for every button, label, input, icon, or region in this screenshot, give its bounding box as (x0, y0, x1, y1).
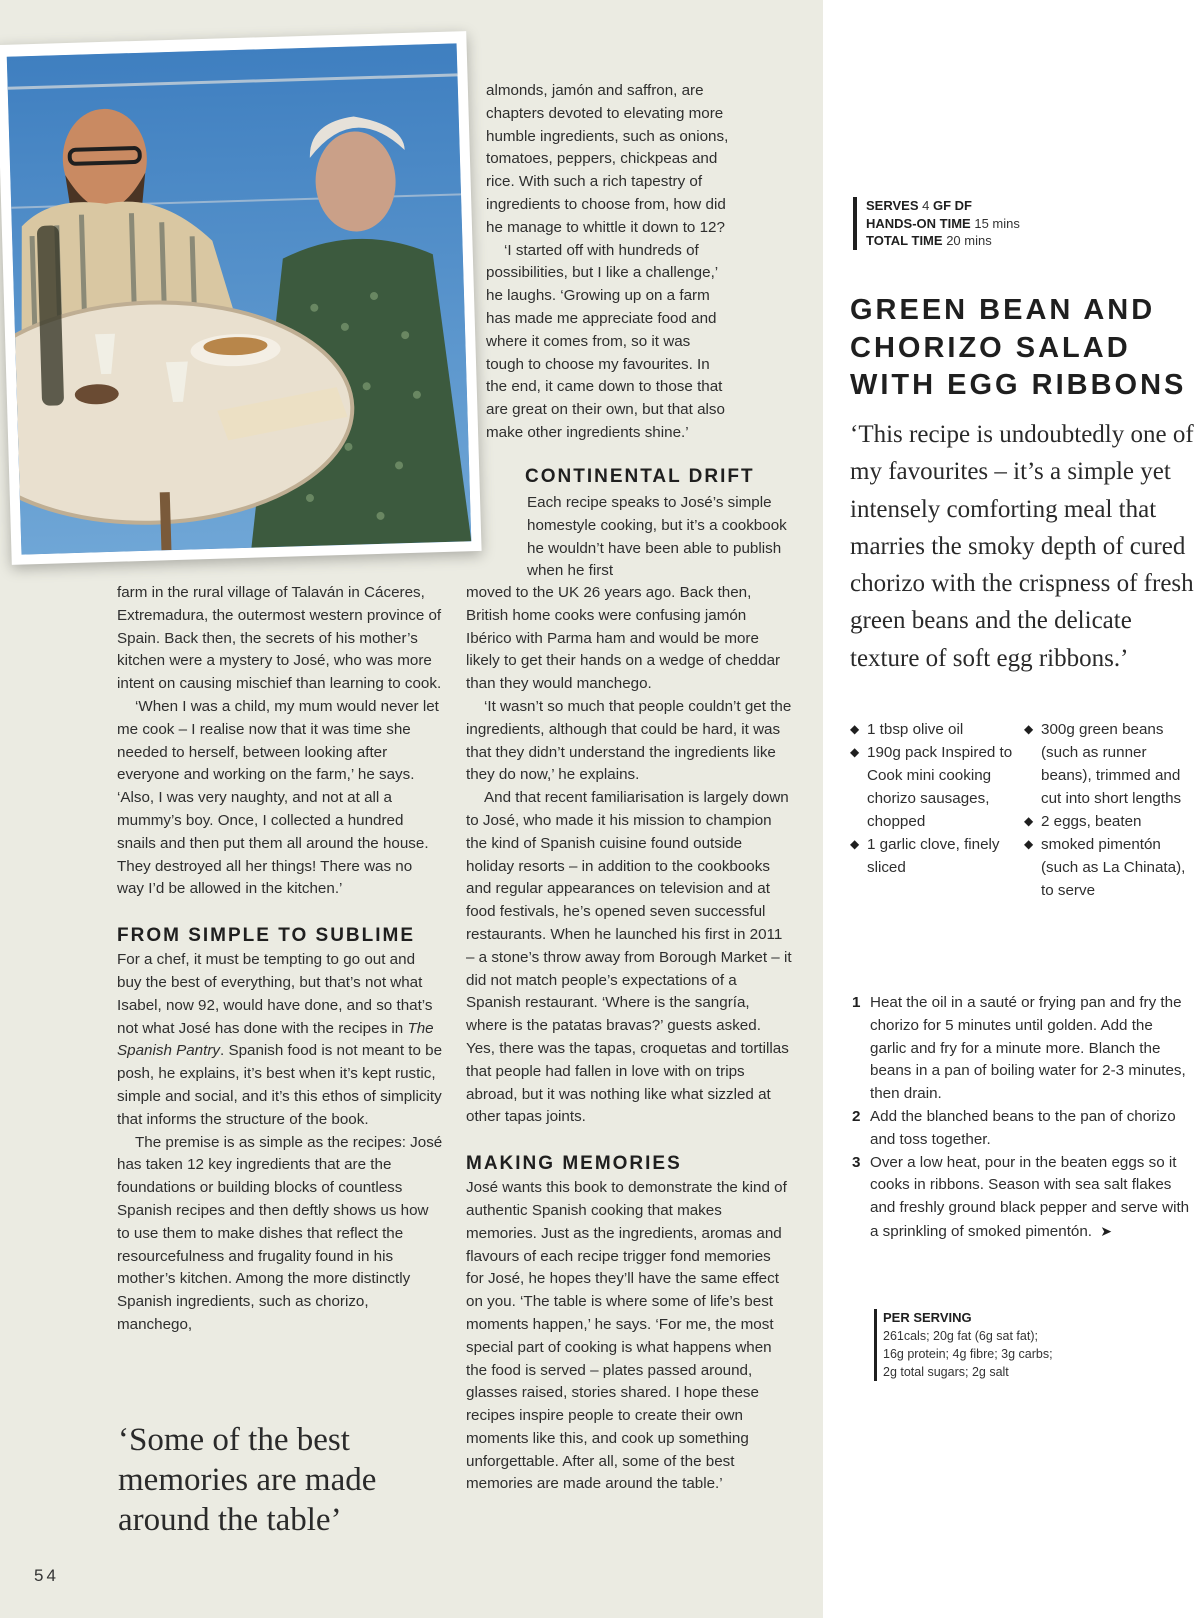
step-text: Over a low heat, pour in the beaten eggs so it cooks in ribbons. Season with sea salt flakes and freshly ground black pepper and serve with a sprinkling of smoked pimentón. (870, 1153, 1190, 1240)
nutrition-line: 261cals; 20g fat (6g sat fat); (883, 1329, 1038, 1343)
text-line: he laughs. ‘Growing up on a farm (486, 287, 710, 305)
diet-tags: GF DF (933, 198, 972, 213)
hands-on-line (866, 215, 1020, 233)
page-number: 54 (34, 1566, 59, 1585)
nutrition-line: 2g total sugars; 2g salt (883, 1365, 1009, 1379)
method-step (852, 1106, 1192, 1152)
paragraph: ‘When I was a child, my mum would never let me cook – I realise now that it was time she needed to herself, between looking after everyone and working on the farm,’ he says. ‘Also, I was very naughty, and not at all a mummy’s boy. Once, I collected a hundred snails and then put them all around the house. They destroyed all her things! There was no way I’d be allowed in the kitchen.’ (117, 697, 439, 898)
article-column-left (117, 582, 443, 1337)
paragraph: farm in the rural village of Talaván in Cáceres, Extremadura, the outermost western province of Spain. Back then, the secrets of his mother’s kitchen were a mystery to José, who was more intent on causing mischief than learning to cook. (117, 584, 442, 693)
text-line: tough to choose my favourites. In (486, 355, 710, 373)
book-title: The Spanish Pantry (117, 1019, 434, 1060)
step-text: Add the blanched beans to the pan of chorizo and toss together. (870, 1107, 1176, 1148)
step-number: 2 (852, 1107, 861, 1125)
serves-label: SERVES (866, 198, 919, 213)
nutrition-label: PER SERVING (883, 1310, 972, 1325)
method-step (852, 992, 1192, 1106)
ingredient-item: ◆ 300g green beans (such as runner beans), trimmed and cut into short lengths (1024, 718, 1194, 810)
article-column-right (466, 582, 792, 1496)
step-number: 1 (852, 994, 861, 1011)
text-run: For a chef, it must be tempting to go out and buy the best of everything, but that’s not what Isabel, now 92, would have done, and so that’s not what José has done with the recipes in (117, 951, 433, 1037)
text-line: humble ingredients, such as onions, (486, 127, 729, 145)
continental-drift-intro (527, 492, 797, 583)
pull-quote: ‘Some of the best memories are made around the table’ (118, 1422, 377, 1538)
text-line: rice. With such a rich tapestry of (486, 173, 703, 191)
serves-line (866, 197, 1020, 215)
section-heading-continental-drift: CONTINENTAL DRIFT (525, 466, 755, 487)
recipe-intro-quote: ‘This recipe is undoubtedly one of my favourites – it’s a simple yet intensely comforting meal that marries the smoky depth of cured chorizo with the crispness of fresh green beans and the delicate texture of soft egg ribbons.’ (850, 421, 1194, 672)
chef-and-mother-photo (7, 43, 472, 554)
ingredient-item: ◆ smoked pimentón (such as La Chinata), to serve (1024, 833, 1194, 902)
nutrition-info (874, 1309, 1053, 1381)
ingredients-list-1 (850, 718, 1015, 879)
method-steps (852, 992, 1192, 1244)
total-time-line (866, 232, 1020, 250)
step-text: Heat the oil in a sauté or frying pan and fry the chorizo for 5 minutes until golden. Add the garlic and fry for a minute more. Blanch the beans in a pan of boiling water for 2-3 minutes, then drain. (870, 994, 1186, 1103)
paragraph: moved to the UK 26 years ago. Back then, British home cooks were confusing jamón Ibérico with Parma ham and would be more likely to get their hands on a wedge of cheddar than they would manchego. (466, 584, 781, 693)
text-line: has made me appreciate food and (486, 309, 717, 327)
paragraph (117, 949, 443, 1131)
photo-frame (0, 31, 482, 565)
article-column-top (486, 80, 786, 445)
text-line: are great on their own, but that also (486, 401, 725, 419)
continental-drift-heading-block (525, 466, 805, 488)
ingredient-item: ◆ 190g pack Inspired to Cook mini cooking chorizo sausages, chopped (850, 741, 1015, 833)
recipe-meta (853, 197, 1020, 250)
total-time-value: 20 mins (946, 233, 992, 248)
section-heading-simple-to-sublime: FROM SIMPLE TO SUBLIME (117, 925, 416, 947)
hands-on-label: HANDS-ON TIME (866, 215, 971, 231)
text-line: he manage to whittle it down to 12? (486, 218, 725, 236)
paragraph: José wants this book to demonstrate the kind of authentic Spanish cooking that makes memories. Just as the ingredients, aromas and flavours of each recipe trigger fond memories for José, he hopes they’ll have the same effect on you. ‘The table is where some of life’s best moments happen,’ he says. ‘For me, the most special part of cooking is what happens when the food is served – plates passed around, glasses raised, stories shared. I hope these recipes inspire people to create their own moments like this, and cook up something unforgettable. After all, some of the best memories are made around the table.’ (466, 1179, 787, 1493)
text-line: chapters devoted to elevating more (486, 104, 724, 122)
section-heading-making-memories: MAKING MEMORIES (466, 1153, 682, 1175)
method-step (852, 1152, 1192, 1244)
total-time-label: TOTAL TIME (866, 233, 943, 248)
text-line: possibilities, but I like a challenge,’ (486, 264, 719, 282)
text-line: make other ingredients shine.’ (486, 423, 689, 441)
paragraph: And that recent familiarisation is largely down to José, who made it his mission to champion the kind of Spanish cuisine found outside holiday resorts – in addition to the cookbooks and regular appearances on television and at food festivals, he’s opened seven successful restaurants. When he launched his first in 2011 – a stone’s throw away from Borough Market – it did not match people’s expectations of a Spanish restaurant. ‘Where is the sangría, where is the patatas bravas?’ guests asked. Yes, there was the tapas, croquetas and tortillas that people had fallen in love with on trips abroad, but it was nothing like what sizzled at other tapas joints. (466, 789, 792, 1126)
step-number: 3 (852, 1153, 861, 1171)
paragraph: Each recipe speaks to José’s simple homestyle cooking, but it’s a cookbook he wouldn’t have been able to publish when he first (527, 494, 787, 580)
serves-value: 4 (922, 198, 930, 213)
ingredient-item: ◆ 1 tbsp olive oil (850, 718, 1015, 741)
arrow-right-icon: ➤ (1100, 1222, 1112, 1239)
paragraph: ‘It wasn’t so much that people couldn’t get the ingredients, although that could be hard, it was that they didn’t understand the ingredients like they do now,’ he explains. (466, 697, 792, 784)
hands-on-value: 15 mins (974, 215, 1020, 231)
nutrition-line: 16g protein; 4g fibre; 3g carbs; (883, 1347, 1053, 1361)
text-run: . Spanish food is not meant to be posh, he explains, it’s best when it’s kept rustic, simple and social, and it’s this ethos of simplicity that informs the structure of the book. (117, 1042, 443, 1128)
text-line: ingredients to choose from, how did (486, 195, 726, 213)
text-line: almonds, jamón and saffron, are (486, 82, 704, 99)
ingredients-list-2 (1024, 718, 1194, 902)
ingredient-item: ◆ 2 eggs, beaten (1024, 810, 1194, 833)
paragraph: The premise is as simple as the recipes: José has taken 12 key ingredients that are the foundations or building blocks of countless Spanish recipes and then deftly shows us how to use them to make dishes that reflect the resourcefulness and frugality found in his mother’s kitchen. Among the more distinctly Spanish ingredients, such as chorizo, manchego, (117, 1133, 443, 1333)
text-line: where it comes from, so it was (486, 332, 691, 350)
text-line: tomatoes, peppers, chickpeas and (486, 150, 718, 168)
text-line: ‘I started off with hundreds of (504, 241, 699, 259)
recipe-title: GREEN BEAN AND CHORIZO SALAD WITH EGG RIBBONS (850, 294, 1187, 401)
ingredient-item: ◆ 1 garlic clove, finely sliced (850, 833, 1015, 879)
text-line: the end, it came down to those that (486, 378, 723, 396)
